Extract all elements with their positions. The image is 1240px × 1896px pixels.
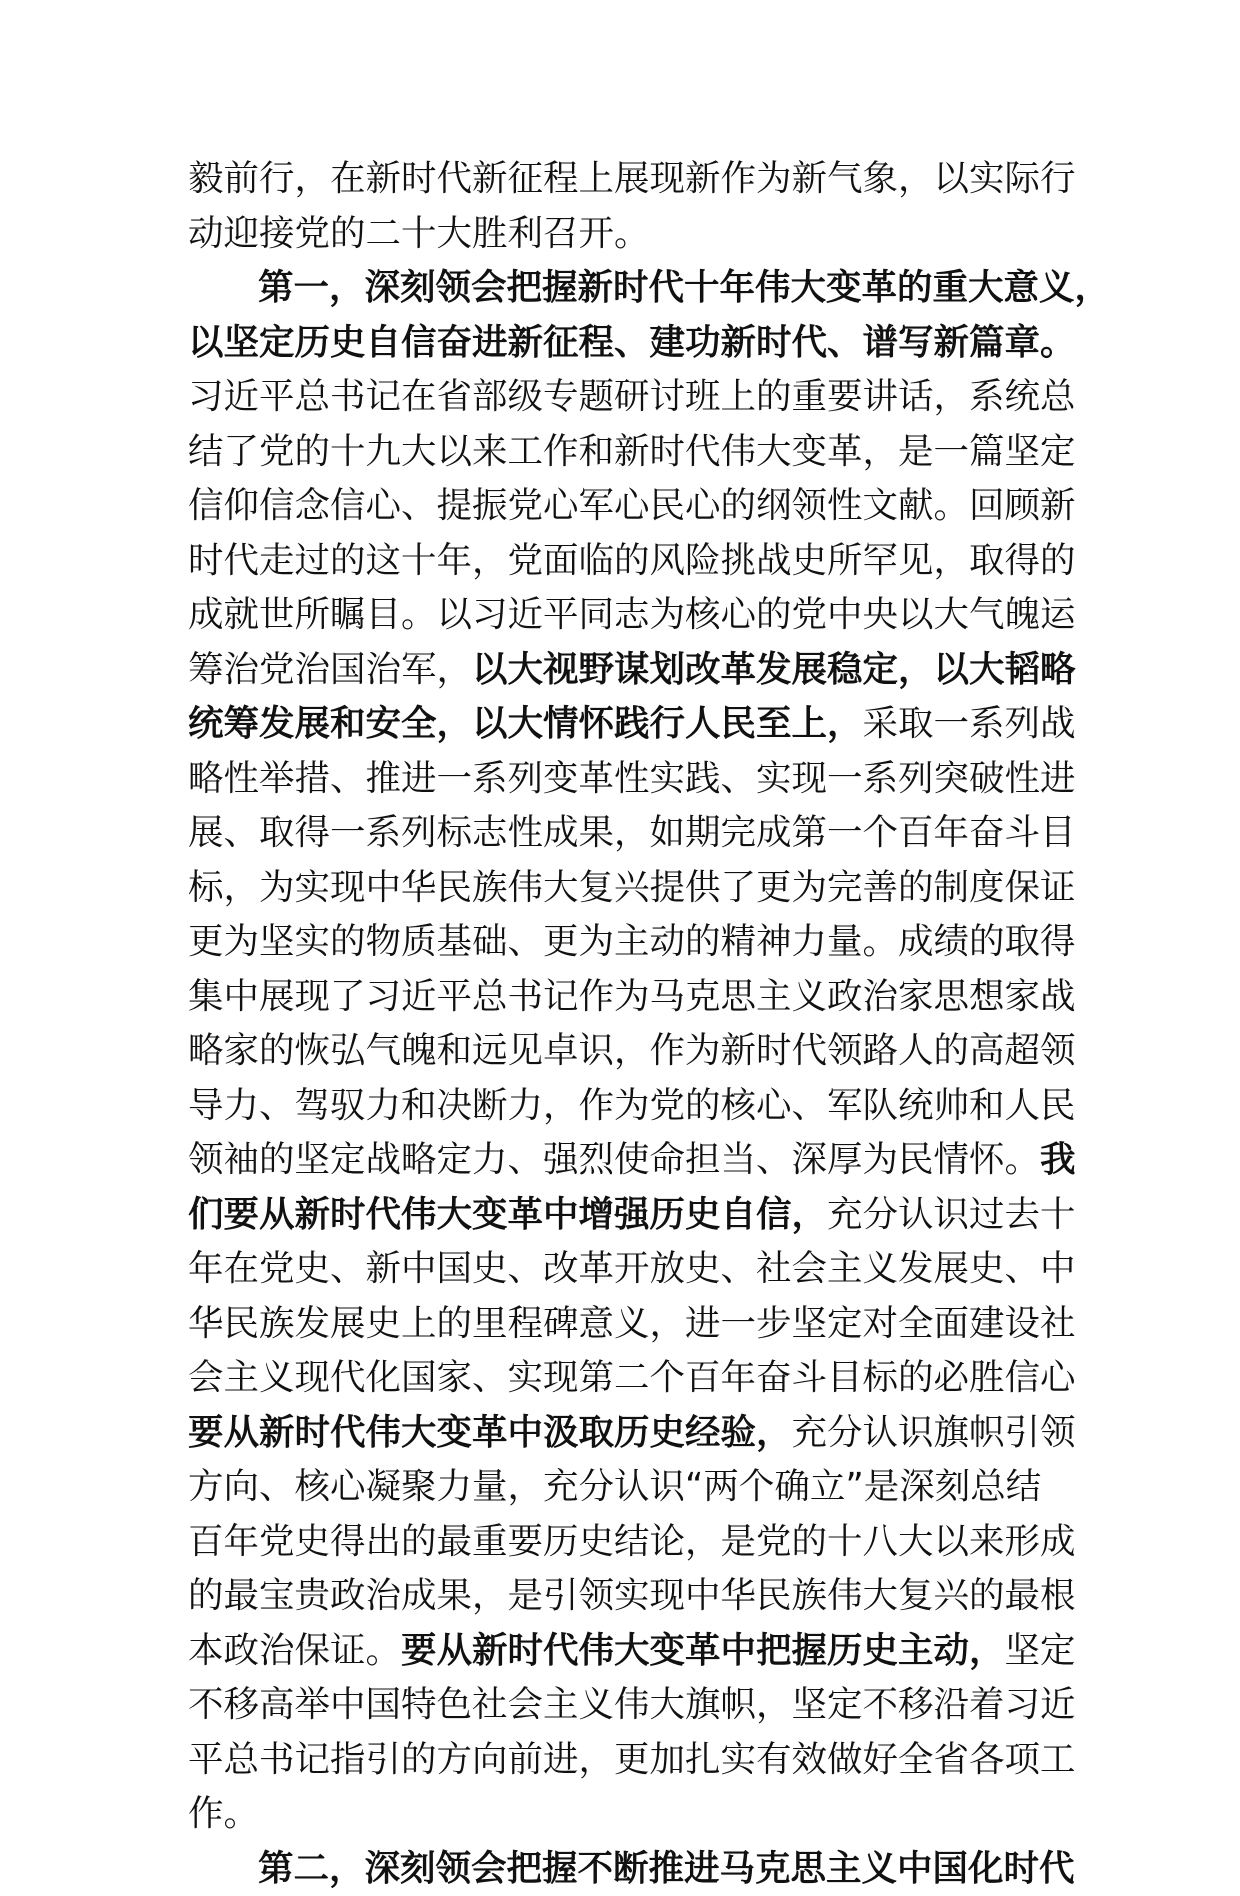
text-line: 会主义现代化国家、实现第二个百年奋斗目标的必胜信心 — [188, 1351, 1058, 1406]
text-line: 导力、驾驭力和决断力，作为党的核心、军队统帅和人民 — [188, 1079, 1058, 1134]
text-line — [188, 1188, 1058, 1243]
text-line: 信仰信念信心、提振党心军心民心的纲领性文献。回顾新 — [188, 479, 1058, 534]
text-line: 作。 — [188, 1787, 1058, 1842]
text-line — [188, 697, 1058, 752]
bold-run: 以大视野谋划改革发展稳定，以大韬略 — [472, 649, 1076, 690]
text-line — [188, 643, 1058, 698]
text-line — [188, 1133, 1058, 1188]
text-run: 筹治党治国治军， — [188, 649, 472, 690]
text-run: 领袖的坚定战略定力、强烈使命担当、深厚为民情怀。 — [188, 1139, 1040, 1180]
text-line: 展、取得一系列标志性成果，如期完成第一个百年奋斗目 — [188, 806, 1058, 861]
bold-run: 统筹发展和安全，以大情怀践行人民至上， — [188, 703, 863, 744]
text-line — [188, 1624, 1058, 1679]
bold-run: 要从新时代伟大变革中汲取历史经验， — [188, 1412, 792, 1453]
text-line: 百年党史得出的最重要历史结论，是党的十八大以来形成 — [188, 1515, 1058, 1570]
text-line: 成就世所瞩目。以习近平同志为核心的党中央以大气魄运 — [188, 588, 1058, 643]
text-line: 结了党的十九大以来工作和新时代伟大变革，是一篇坚定 — [188, 425, 1058, 480]
text-run: 充分认识过去十 — [827, 1194, 1076, 1235]
text-line: 的最宝贵政治成果，是引领实现中华民族伟大复兴的最根 — [188, 1569, 1058, 1624]
text-line: 略家的恢弘气魄和远见卓识，作为新时代领路人的高超领 — [188, 1024, 1058, 1079]
text-line: 平总书记指引的方向前进，更加扎实有效做好全省各项工 — [188, 1733, 1058, 1788]
text-line: 毅前行，在新时代新征程上展现新作为新气象，以实际行 — [188, 152, 1058, 207]
section-heading-second: 第二，深刻领会把握不断推进马克思主义中国化时代 — [188, 1842, 1058, 1896]
bold-run: 我 — [1040, 1139, 1076, 1180]
text-line: 时代走过的这十年，党面临的风险挑战史所罕见，取得的 — [188, 534, 1058, 589]
body-text — [188, 152, 1058, 1896]
text-line: 不移高举中国特色社会主义伟大旗帜，坚定不移沿着习近 — [188, 1678, 1058, 1733]
text-line: 略性举措、推进一系列变革性实践、实现一系列突破性进 — [188, 752, 1058, 807]
bold-run: 要从新时代伟大变革中把握历史主动， — [401, 1630, 1005, 1671]
text-run: 充分认识旗帜引领 — [792, 1412, 1076, 1453]
text-line: 方向、核心凝聚力量，充分认识“两个确立”是深刻总结 — [188, 1460, 1058, 1515]
text-line: 标，为实现中华民族伟大复兴提供了更为完善的制度保证 — [188, 861, 1058, 916]
text-line: 集中展现了习近平总书记作为马克思主义政治家思想家战 — [188, 970, 1058, 1025]
text-line: 年在党史、新中国史、改革开放史、社会主义发展史、中 — [188, 1242, 1058, 1297]
text-run: 本政治保证。 — [188, 1630, 401, 1671]
text-run: 采取一系列战 — [863, 703, 1076, 744]
text-line — [188, 1406, 1058, 1461]
text-run: 坚定 — [1005, 1630, 1076, 1671]
text-line: 动迎接党的二十大胜利召开。 — [188, 207, 1058, 262]
text-line: 更为坚实的物质基础、更为主动的精神力量。成绩的取得 — [188, 915, 1058, 970]
text-line: 华民族发展史上的里程碑意义，进一步坚定对全面建设社 — [188, 1297, 1058, 1352]
text-line: 习近平总书记在省部级专题研讨班上的重要讲话，系统总 — [188, 370, 1058, 425]
section-heading-first: 第一，深刻领会把握新时代十年伟大变革的重大意义， — [188, 261, 1058, 316]
bold-run: 们要从新时代伟大变革中增强历史自信， — [188, 1194, 827, 1235]
section-heading-first-cont: 以坚定历史自信奋进新征程、建功新时代、谱写新篇章。 — [188, 316, 1058, 371]
